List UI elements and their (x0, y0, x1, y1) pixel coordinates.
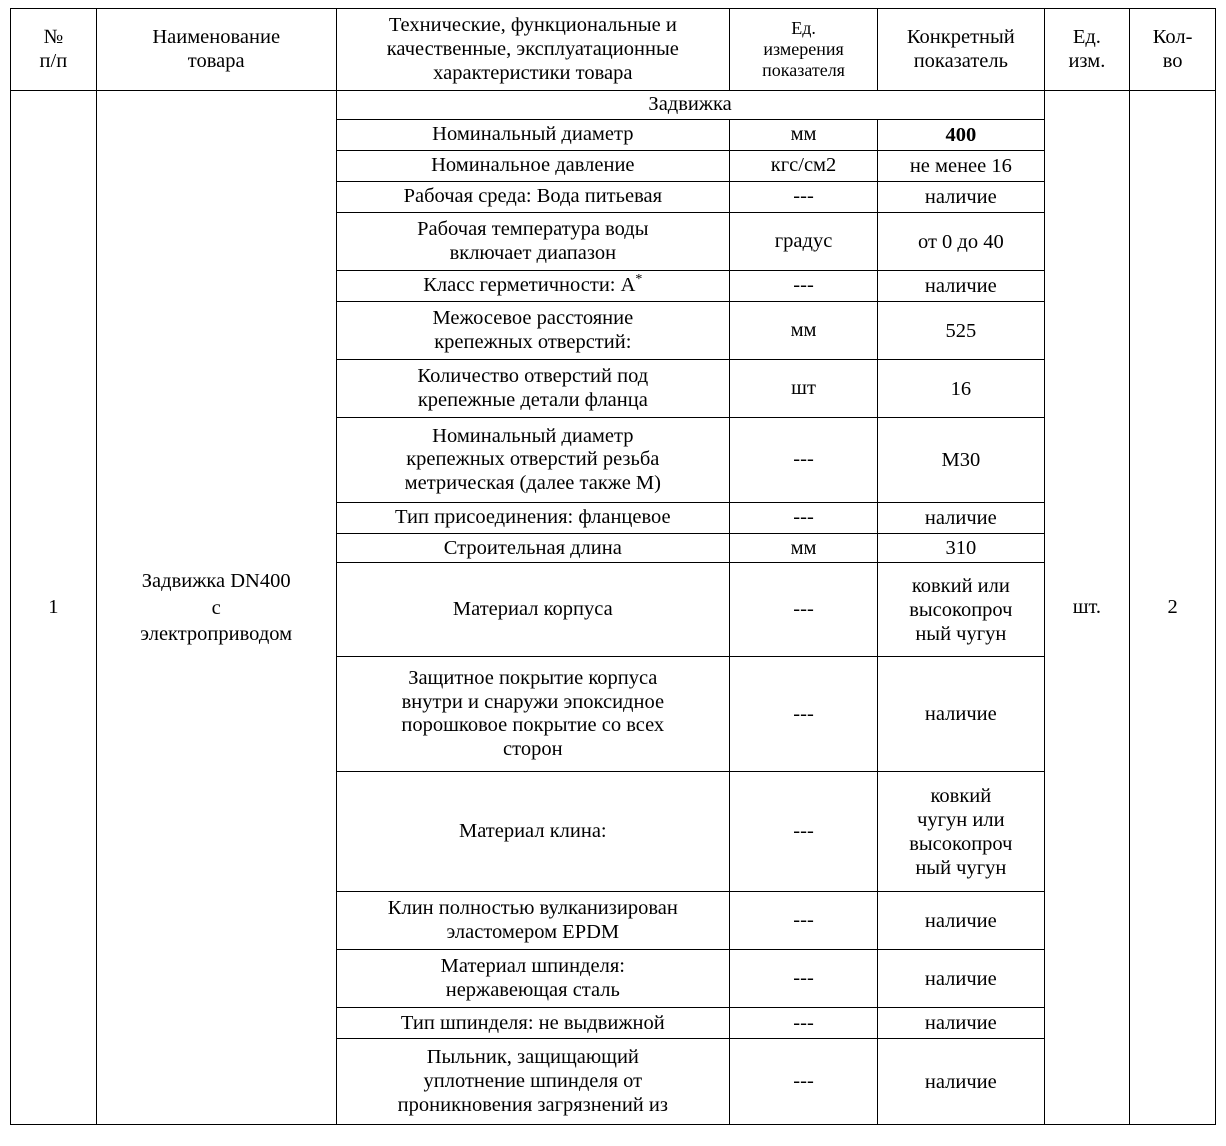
table-header (11, 9, 1216, 91)
cell-value (878, 534, 1044, 563)
cell-value (878, 657, 1044, 772)
cell-value (878, 213, 1044, 271)
cell-characteristic (336, 418, 729, 503)
value-line: наличие (924, 186, 997, 209)
footnote-marker: * (635, 272, 643, 288)
header-line: п/п (39, 49, 68, 72)
value-text (881, 574, 1040, 647)
item-name-line: с (211, 596, 221, 619)
characteristic-line: метрическая (далее также М) (404, 472, 661, 495)
value-line: ковкий или (911, 574, 1010, 597)
value-line: не менее 16 (909, 155, 1012, 178)
characteristic-line: Клин полностью вулканизирован (387, 897, 678, 920)
cell-value (878, 271, 1044, 302)
characteristic-line: Защитное покрытие корпуса (408, 666, 658, 689)
cell-characteristic (336, 271, 729, 302)
cell-unit: --- (729, 892, 877, 950)
cell-value (878, 360, 1044, 418)
value-text (881, 274, 1040, 298)
header-row (11, 9, 1216, 91)
cell-characteristic (336, 182, 729, 213)
header-line: Ед. (791, 18, 816, 39)
cell-characteristic (336, 360, 729, 418)
value-line: ковкий (930, 784, 992, 807)
characteristic-line: Количество отверстий под (417, 365, 649, 388)
cell-characteristic (336, 772, 729, 892)
column-header-quantity (1130, 9, 1216, 91)
cell-quantity: 2 (1130, 91, 1216, 1125)
value-line: наличие (924, 1070, 997, 1093)
cell-characteristic (336, 563, 729, 657)
cell-characteristic (336, 120, 729, 151)
value-text (881, 377, 1040, 401)
cell-value (878, 151, 1044, 182)
cell-unit: --- (729, 950, 877, 1008)
characteristic-line: Пыльник, защищающий (426, 1046, 639, 1069)
cell-characteristic (336, 1039, 729, 1125)
characteristic-line: Номинальный диаметр (432, 424, 634, 447)
characteristic-line: нержавеющая сталь (445, 978, 620, 1001)
cell-characteristic (336, 950, 729, 1008)
cell-unit: --- (729, 182, 877, 213)
table-row (11, 91, 1216, 120)
value-text (881, 536, 1040, 560)
value-line: наличие (924, 909, 997, 932)
characteristic-line: уплотнение шпинделя от (423, 1070, 643, 1093)
header-line: Кол- (1152, 25, 1193, 48)
characteristic-line: сторон (503, 738, 563, 761)
value-text (881, 1011, 1040, 1035)
cell-unit: --- (729, 657, 877, 772)
header-line: изм. (1068, 49, 1106, 72)
value-text (881, 506, 1040, 530)
cell-value (878, 1039, 1044, 1125)
cell-value (878, 892, 1044, 950)
value-line: наличие (924, 967, 997, 990)
characteristic-line: Материал шпинделя: (440, 955, 625, 978)
cell-unit: шт (729, 360, 877, 418)
header-line: во (1162, 49, 1183, 72)
header-line: измерения (763, 39, 844, 60)
characteristic-line: внутри и снаружи эпоксидное (401, 690, 665, 713)
column-header-name (96, 9, 336, 91)
value-text (881, 319, 1040, 343)
cell-value (878, 950, 1044, 1008)
cell-value (878, 120, 1044, 151)
cell-unit: --- (729, 772, 877, 892)
characteristic-line: Номинальное давление (431, 154, 635, 177)
cell-item-name (96, 91, 336, 1125)
value-text (881, 1070, 1040, 1094)
characteristic-line: Межосевое расстояние (432, 307, 634, 330)
header-line: Технические, функциональные и (388, 14, 677, 36)
table-body (11, 91, 1216, 1125)
value-line: 310 (945, 537, 977, 560)
value-line: 400 (945, 124, 977, 147)
cell-characteristic (336, 213, 729, 271)
cell-unit: мм (729, 120, 877, 151)
characteristic-line: крепежных отверстий: (434, 330, 632, 353)
value-text (881, 185, 1040, 209)
characteristic-line: Номинальный диаметр (432, 123, 634, 146)
cell-characteristic (336, 503, 729, 534)
value-text (881, 230, 1040, 254)
header-line: качественные, эксплуатационные (386, 37, 679, 60)
header-line: Ед. (1072, 25, 1101, 48)
characteristic-line: порошковое покрытие со всех (401, 714, 665, 737)
specification-table (10, 8, 1216, 1125)
header-line: № (43, 25, 64, 48)
header-line: показателя (762, 60, 845, 81)
characteristic-line: проникновения загрязнений из (397, 1093, 668, 1116)
cell-characteristic (336, 302, 729, 360)
value-line: наличие (924, 275, 997, 298)
cell-unit: --- (729, 563, 877, 657)
cell-group-title: Задвижка (336, 91, 1044, 120)
item-name-line: Задвижка DN400 (141, 569, 291, 592)
cell-value (878, 418, 1044, 503)
header-line: характеристики товара (433, 61, 633, 84)
characteristic-line: Тип шпинделя: не выдвижной (400, 1011, 665, 1034)
header-line: Наименование (152, 25, 281, 48)
value-line: высокопроч (909, 598, 1013, 621)
value-text (881, 123, 1040, 147)
value-line: от 0 до 40 (917, 230, 1004, 253)
cell-characteristic (336, 892, 729, 950)
column-header-number (11, 9, 97, 91)
cell-value (878, 503, 1044, 534)
characteristic-line: Строительная длина (443, 536, 622, 559)
cell-value (878, 1008, 1044, 1039)
cell-unit: --- (729, 1008, 877, 1039)
column-header-unit-short (1044, 9, 1130, 91)
cell-unit: --- (729, 1039, 877, 1125)
cell-value (878, 772, 1044, 892)
cell-unit: кгс/см2 (729, 151, 877, 182)
value-text (881, 967, 1040, 991)
column-header-specific-value (878, 9, 1044, 91)
characteristic-line: Материал корпуса (452, 598, 613, 621)
characteristic-line: крепежных отверстий резьба (406, 448, 660, 471)
value-text (881, 784, 1040, 881)
column-header-unit-of-measure (729, 9, 877, 91)
header-line: товара (187, 49, 245, 72)
cell-unit: --- (729, 418, 877, 503)
item-name-line: электроприводом (140, 623, 293, 646)
cell-unit: мм (729, 534, 877, 563)
value-line: наличие (924, 1012, 997, 1035)
value-text (881, 154, 1040, 178)
value-text (881, 702, 1040, 726)
cell-characteristic (336, 1008, 729, 1039)
value-line: чугун или (917, 808, 1005, 831)
value-line: М30 (941, 449, 981, 472)
cell-unit: --- (729, 271, 877, 302)
characteristic-line: включает диапазон (449, 241, 617, 264)
value-text (881, 909, 1040, 933)
value-line: ный чугун (915, 857, 1007, 880)
characteristic-line: Рабочая температура воды (417, 218, 649, 241)
value-text (881, 448, 1040, 472)
characteristic-line: Тип присоединения: фланцевое (394, 506, 671, 529)
cell-item-number: 1 (11, 91, 97, 1125)
value-line: ный чугун (915, 623, 1007, 646)
value-line: 16 (950, 377, 972, 400)
header-line: показатель (913, 49, 1008, 72)
value-line: наличие (924, 507, 997, 530)
cell-characteristic (336, 657, 729, 772)
cell-value (878, 302, 1044, 360)
cell-unit: мм (729, 302, 877, 360)
cell-unit: градус (729, 213, 877, 271)
value-line: высокопроч (909, 832, 1013, 855)
value-line: наличие (924, 703, 997, 726)
characteristic-line: Рабочая среда: Вода питьевая (403, 185, 663, 208)
column-header-characteristics (336, 9, 729, 91)
characteristic-line: Класс герметичности: А* (423, 272, 643, 297)
cell-value (878, 563, 1044, 657)
header-line: Конкретный (906, 25, 1015, 48)
characteristic-line: эластомером EPDM (446, 920, 620, 943)
characteristic-line: Материал клина: (458, 820, 607, 843)
cell-characteristic (336, 534, 729, 563)
cell-unit: --- (729, 503, 877, 534)
cell-value (878, 182, 1044, 213)
cell-characteristic (336, 151, 729, 182)
value-line: 525 (945, 319, 977, 342)
cell-unit-short: шт. (1044, 91, 1130, 1125)
characteristic-line: крепежные детали фланца (417, 388, 648, 411)
